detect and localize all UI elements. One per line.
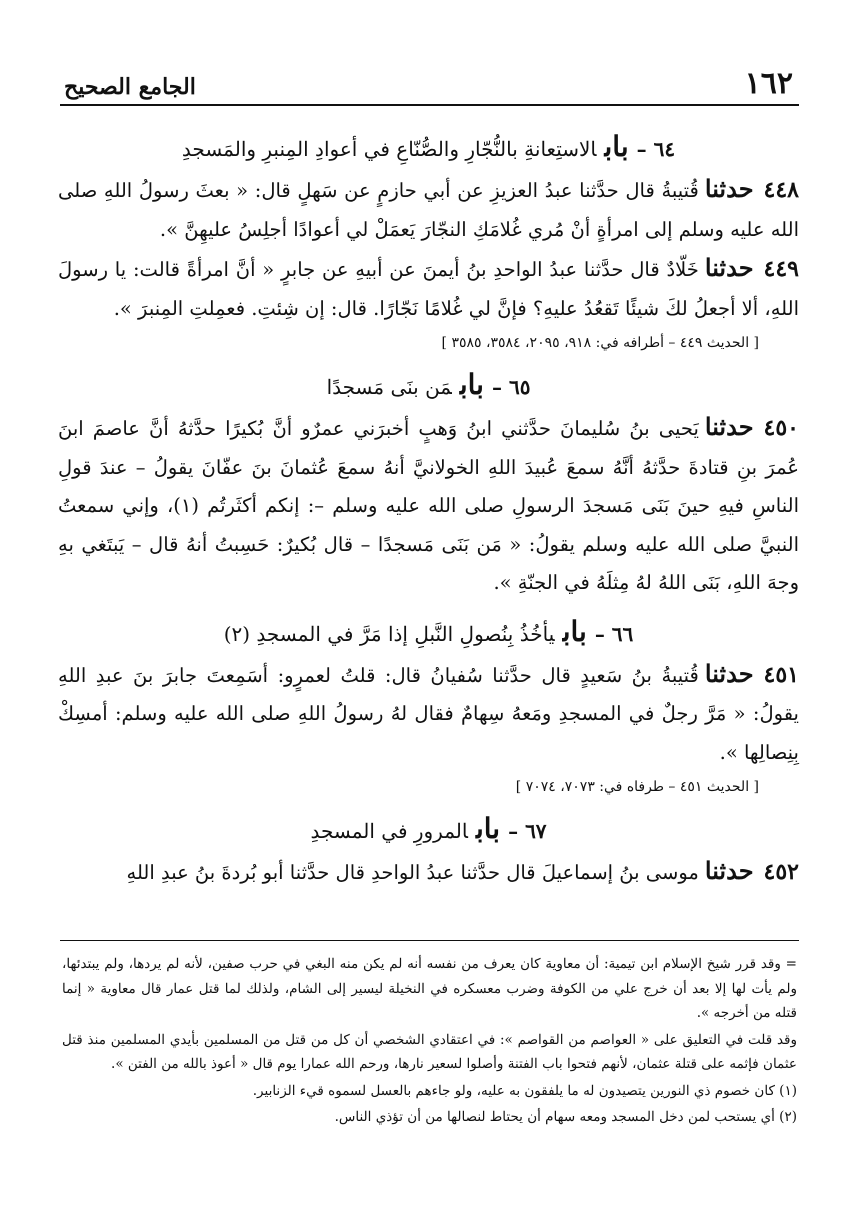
hadith-lead-word: حدثنا <box>704 412 754 441</box>
bab-number: ٦٦ – <box>594 621 634 646</box>
page-number: ١٦٢ <box>744 66 793 101</box>
bab-heading <box>58 370 799 402</box>
footnotes <box>62 952 797 1132</box>
footnote: (١) كان خصوم ذي النورين يتصيدون له ما يلفقون به عليه، ولو جاءهم بالعسل لسموه قيء الزنابير. <box>252 1082 797 1099</box>
hadith-number: ٤٥٢ <box>763 859 799 885</box>
bab-word: باب <box>562 614 587 648</box>
bab-title: مَن بنَى مَسجدًا <box>326 375 452 399</box>
hadith-lead-word: حدثنا <box>704 658 754 688</box>
hadith-paragraph <box>58 408 799 603</box>
hadith-reference: [ الحديث ٤٤٩ – أطرافه في: ٩١٨، ٢٠٩٥، ٣٥٨٤، ٣٥٨٥ ] <box>441 335 759 351</box>
hadith-paragraph <box>58 249 799 328</box>
hadith-lead-word: حدثنا <box>704 174 754 203</box>
footnote: وقد قلت في التعليق على « العواصم من القواصم »: في اعتقادي الشخصي أن كل من قتل من المسلمين بأيدي المسلمين منذ قتل عثمان فإثمه على قتلة عثمان، لأنهم فتحوا باب الفتنة وأصلوا لسعير نارها، ورحم الله عمارا يوم قال « أعوذ بالله من الفتن ». <box>62 1031 797 1072</box>
bab-number: ٦٤ – <box>636 137 676 161</box>
hadith-lead-word: حدثنا <box>704 856 754 885</box>
bab-number: ٦٧ – <box>508 819 547 843</box>
hadith-number: ٤٥١ <box>763 661 799 688</box>
footnote: (٢) أي يستحب لمن دخل المسجد ومعه سهام أن يحتاط لنصالها من أن تؤذي الناس. <box>334 1109 797 1125</box>
page-header <box>60 66 801 106</box>
hadith-paragraph <box>58 170 799 249</box>
hadith-text: خَلّادٌ قال حدَّثنا عبدُ الواحدِ بنُ أيمنَ عن أبيهِ عن جابرٍ « أنَّ امرأةً قالت: يا رسولَ اللهِ، ألا أجعلُ لكَ شيئًا تَقعُدُ عليهِ؟ فإنَّ لي غُلامًا نَجّارًا. قال: إن شِئتِ. فعمِلتِ المِنبرَ ». <box>58 258 799 320</box>
hadith-number: ٤٤٩ <box>763 256 799 282</box>
book-title: الجامع الصحيح <box>64 74 196 100</box>
hadith-lead-word: حدثنا <box>704 253 754 282</box>
hadith-reference: [ الحديث ٤٥١ – طرفاه في: ٧٠٧٣، ٧٠٧٤ ] <box>515 779 759 795</box>
bab-heading <box>58 614 799 649</box>
hadith-text: يَحيى بنُ سُليمانَ حدَّثني ابنُ وَهبٍ أخبرَني عمرٌو أنَّ بُكيرًا حدَّثهُ أنَّ عاصمَ ابنَ عُمرَ بنِ قتادةَ حدَّثهُ أنَّهُ سمعَ عُبيدَ اللهِ الخولانيَّ أنهُ سمعَ عُثمانَ بنَ عفّانَ يقولُ – عندَ قولِ الناسِ فيهِ حينَ بَنَى مَسجدَ الرسولِ صلى الله عليه وسلم –: إنكم أكثَرتُم (١)، وإني سمعتُ النبيَّ صلى الله عليه وسلم يقولُ: « مَن بَنَى مَسجدًا – قال بُكيرٌ: حَسِبتُ أنهُ قال – يَبتَغي بهِ وجهَ اللهِ، بَنَى اللهُ لهُ مِثلَهُ في الجنّةِ ». <box>58 417 799 594</box>
hadith-text: قُتيبةُ بنُ سَعيدٍ قال حدَّثنا سُفيانُ قال: قلتُ لعمرٍو: أسَمِعتَ جابرَ بنَ عبدِ اللهِ يقولُ: « مَرَّ رجلٌ في المسجدِ ومَعهُ سِهامٌ فقال لهُ رسولُ اللهِ صلى الله عليه وسلم: أمسِكْ بِنِصالِها ». <box>58 663 799 764</box>
bab-title: الاستِعانةِ بالنُّجّارِ والصُّنّاعِ في أعوادِ المِنبرِ والمَسجدِ <box>181 137 597 161</box>
hadith-text: موسى بنُ إسماعيلَ قال حدَّثنا عبدُ الواحدِ قال حدَّثنا أبو بُردةَ بنُ عبدِ اللهِ <box>126 861 699 884</box>
bab-title: المرورِ في المسجدِ <box>310 819 468 843</box>
bab-heading <box>58 814 799 846</box>
bab-number: ٦٥ – <box>491 375 531 399</box>
hadith-number: ٤٤٨ <box>763 177 799 203</box>
bab-word: باب <box>459 368 484 401</box>
bab-word: باب <box>604 130 629 163</box>
footnote: = وقد قرر شيخ الإسلام ابن تيمية: أن معاوية كان يعرف من نفسه أنه لم يكن منه البغي في حرب صفين، لأنه لم يردها، ولم يبتدئها، ولم يأت لها إلا بعد أن خرج علي من الكوفة وضرب معسكره في النخيلة ليسير إلى الشام، ولذلك لما قتل عمار قال معاوية « إنما قتله من أخرجه ». <box>62 956 797 1021</box>
main-text <box>58 118 799 893</box>
bab-heading <box>58 132 799 164</box>
bab-word: باب <box>475 812 501 845</box>
header-rule <box>60 104 799 106</box>
bab-title: يأخُذُ بِنُصولِ النَّبلِ إذا مَرَّ في المسجدِ (٢) <box>223 621 555 646</box>
hadith-text: قُتيبةُ قال حدَّثنا عبدُ العزيزِ عن أبي حازمٍ عن سَهلٍ قال: « بعثَ رسولُ اللهِ صلى الله عليه وسلم إلى امرأةٍ أنْ مُري غُلامَكِ النجّارَ يَعمَلْ لي أعوادًا أجلِسُ عليهِنَّ ». <box>58 179 799 241</box>
hadith-paragraph <box>58 852 799 893</box>
hadith-number: ٤٥٠ <box>763 415 799 441</box>
footnote-rule <box>60 940 799 941</box>
hadith-paragraph <box>58 655 799 773</box>
